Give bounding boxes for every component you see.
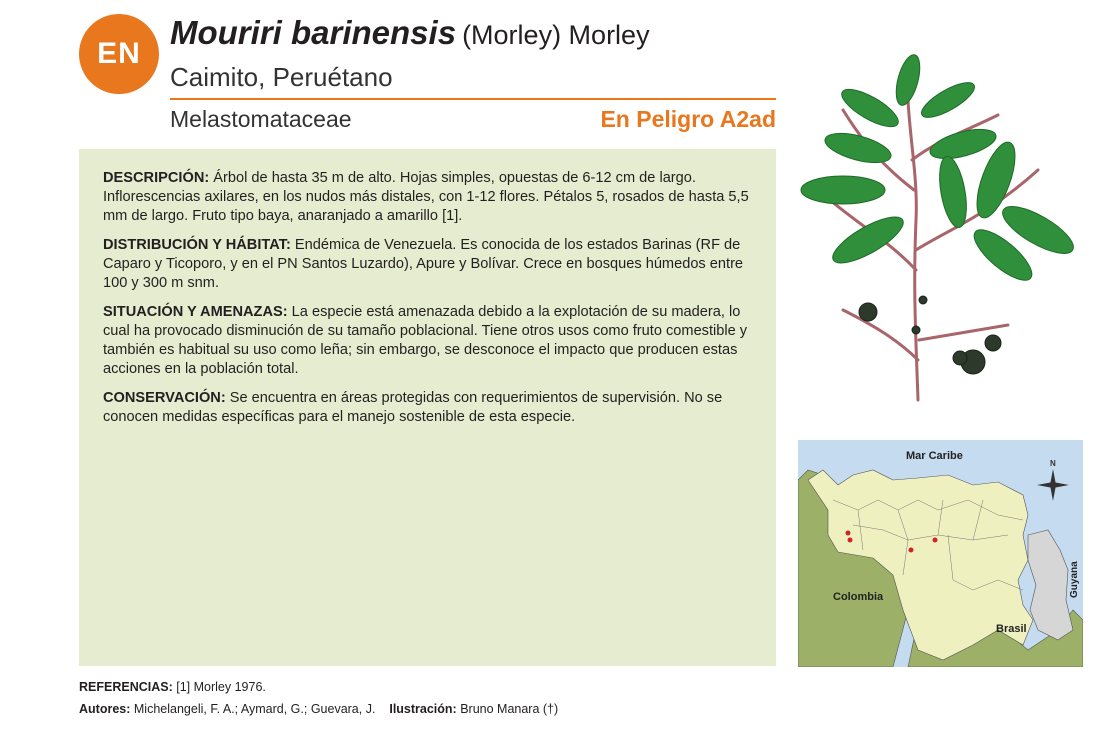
record-point: [933, 538, 938, 543]
section-text: La especie está amenazada debido a la explotación de su madera, lo cual ha provocado disminución de su tamaño poblacional. Tiene otros usos como fruto comestible y también es habitual su uso como leña; sin embargo, se desconoce el impacto que producen estas acciones en la población total.: [103, 304, 748, 377]
description-panel: [79, 149, 776, 666]
family-name: Melastomataceae: [170, 106, 352, 132]
species-title: [170, 14, 650, 52]
authors-text: Michelangeli, F. A.; Aymard, G.; Guevara, J.: [133, 702, 376, 716]
illustration-label: Ilustración:: [389, 702, 457, 716]
section-text: Se encuentra en áreas protegidas con requerimientos de supervisión. No se conocen medidas específicas para el manejo sostenible de esta especie.: [103, 390, 723, 425]
common-names: Caimito, Peruétano: [170, 62, 393, 92]
record-point: [846, 531, 851, 536]
section-label: CONSERVACIÓN:: [103, 390, 226, 406]
section-threats: [103, 303, 754, 379]
section-distribution: [103, 236, 754, 293]
record-point: [909, 548, 914, 553]
label-brasil: Brasil: [996, 623, 1027, 635]
section-description: [103, 169, 754, 226]
map-svg: [798, 440, 1083, 667]
references-label: REFERENCIAS:: [79, 680, 173, 694]
label-mar-caribe: Mar Caribe: [906, 450, 963, 462]
references: [79, 680, 266, 694]
label-guyana: Guyana: [1069, 561, 1080, 598]
section-conservation: [103, 389, 754, 427]
illustration-text: Bruno Manara (†): [460, 702, 559, 716]
compass-north: N: [1050, 459, 1056, 468]
header-divider: [170, 98, 776, 100]
section-label: DISTRIBUCIÓN Y HÁBITAT:: [103, 237, 291, 253]
section-text: Endémica de Venezuela. Es conocida de los estados Barinas (RF de Caparo y Ticoporo, y en el PN Santos Luzardo), Apure y Bolívar. Crece en bosques húmedos entre 100 y 300 m snm.: [103, 237, 744, 291]
distribution-map: [798, 440, 1083, 667]
references-text: [1] Morley 1976.: [176, 680, 266, 694]
section-label: SITUACIÓN Y AMENAZAS:: [103, 304, 288, 320]
conservation-status: En Peligro A2ad: [600, 106, 776, 132]
section-text: Árbol de hasta 35 m de alto. Hojas simples, opuestas de 6-12 cm de largo. Inflorescencias axilares, en los nudos más distales, con 1-12 flores. Pétalos 5, rosados de hasta 5,5 mm de largo. Fruto tipo baya, anaranjado a amarillo [1].: [103, 170, 749, 224]
credits: [79, 702, 558, 716]
label-colombia: Colombia: [833, 591, 884, 603]
authors-label: Autores:: [79, 702, 131, 716]
scientific-name: Mouriri barinensis: [170, 14, 457, 51]
plant-illustration: [798, 40, 1088, 405]
record-point: [848, 538, 853, 543]
category-badge: EN: [79, 14, 159, 94]
authority: (Morley) Morley: [462, 20, 650, 50]
section-label: DESCRIPCIÓN:: [103, 170, 210, 186]
